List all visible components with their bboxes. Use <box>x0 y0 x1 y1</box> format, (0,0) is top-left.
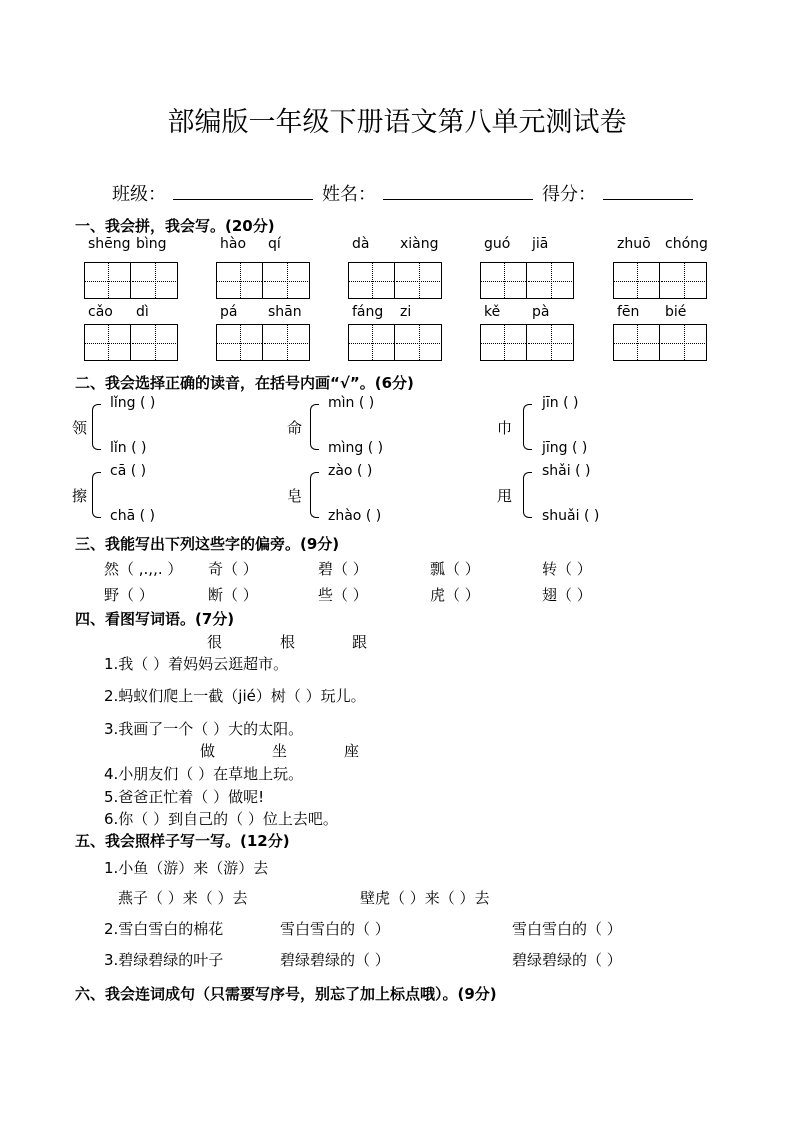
guide-line <box>108 325 109 360</box>
pinyin-syllable: guó <box>484 236 511 252</box>
word-option: 做 <box>200 742 216 760</box>
pinyin-syllable: chóng <box>665 236 708 252</box>
score-label: 得分： <box>542 184 596 205</box>
section-2-heading: 二、我会选择正确的读音，在括号内画“√”。(6分) <box>75 374 414 392</box>
tian-cell[interactable] <box>396 263 442 298</box>
tian-cell[interactable] <box>661 325 707 360</box>
guide-line <box>504 325 505 360</box>
pinyin-syllable: shān <box>268 304 302 320</box>
pinyin-syllable: dà <box>352 236 370 252</box>
guide-line <box>637 325 638 360</box>
pinyin-syllable: zi <box>400 304 412 320</box>
tian-cell[interactable] <box>661 263 707 298</box>
tian-cell[interactable] <box>528 325 574 360</box>
word-option: 坐 <box>272 742 288 760</box>
tian-cell[interactable] <box>217 325 263 360</box>
tian-cell[interactable] <box>614 325 660 360</box>
reading-option[interactable]: lǐn ( ) <box>110 440 147 456</box>
fill-pattern[interactable]: 雪白雪白的（ ） <box>280 920 390 938</box>
guide-line <box>684 325 685 360</box>
writing-grid[interactable] <box>348 324 442 361</box>
example-phrase: 2.雪白雪白的棉花 <box>104 920 224 938</box>
tian-cell[interactable] <box>396 325 442 360</box>
fill-pattern[interactable]: 壁虎（ ）来（ ）去 <box>360 889 490 907</box>
fill-pattern[interactable]: 燕子（ ）来（ ）去 <box>118 889 248 907</box>
guide-line <box>372 263 373 298</box>
reading-option[interactable]: shǎi ( ) <box>542 463 591 479</box>
tian-cell[interactable] <box>349 325 395 360</box>
tian-cell[interactable] <box>481 263 527 298</box>
radical-item[interactable]: 奇（ ） <box>208 560 258 578</box>
guide-line <box>419 263 420 298</box>
tian-cell[interactable] <box>481 325 527 360</box>
writing-grid[interactable] <box>480 324 574 361</box>
reading-option[interactable]: lǐng ( ) <box>110 395 156 411</box>
reading-option[interactable]: shuǎi ( ) <box>542 508 600 524</box>
writing-grid[interactable] <box>84 262 178 299</box>
section-1-heading: 一、我会拼，我会写。(20分) <box>75 217 275 235</box>
radical-item[interactable]: 然（ ,.,,. ） <box>104 560 183 578</box>
pinyin-syllable: xiàng <box>400 236 439 252</box>
radical-item[interactable]: 虎（ ） <box>430 586 480 604</box>
writing-grid[interactable] <box>613 324 707 361</box>
hanzi-char: 皂 <box>287 487 303 505</box>
reading-option[interactable]: chā ( ) <box>110 508 155 524</box>
brace-icon <box>92 472 101 518</box>
radical-item[interactable]: 野（ ） <box>104 586 154 604</box>
score-blank[interactable] <box>603 199 693 200</box>
word-option: 很 <box>207 633 223 651</box>
section-3-heading: 三、我能写出下列这些字的偏旁。(9分) <box>75 535 340 553</box>
guide-line <box>155 325 156 360</box>
brace-icon <box>523 404 532 450</box>
section-4-heading: 四、看图写词语。(7分) <box>75 610 235 628</box>
reading-option[interactable]: mìn ( ) <box>328 395 375 411</box>
radical-item[interactable]: 转（ ） <box>542 560 592 578</box>
brace-icon <box>523 472 532 518</box>
fill-sentence[interactable]: 4.小朋友们（ ）在草地上玩。 <box>104 765 304 783</box>
hanzi-char: 命 <box>287 419 303 437</box>
writing-grid[interactable] <box>216 324 310 361</box>
tian-cell[interactable] <box>528 263 574 298</box>
radical-item[interactable]: 翅（ ） <box>542 586 592 604</box>
hanzi-char: 巾 <box>497 419 513 437</box>
radical-item[interactable]: 断（ ） <box>208 586 258 604</box>
pinyin-syllable: pà <box>532 304 550 320</box>
hanzi-char: 甩 <box>497 487 513 505</box>
tian-cell[interactable] <box>349 263 395 298</box>
reading-option[interactable]: jīng ( ) <box>542 440 588 456</box>
writing-grid[interactable] <box>480 262 574 299</box>
guide-line <box>287 325 288 360</box>
fill-sentence[interactable]: 2.蚂蚁们爬上一截（jié）树（ ）玩儿。 <box>104 687 366 705</box>
radical-item[interactable]: 瓢（ ） <box>430 560 480 578</box>
word-option: 跟 <box>352 633 368 651</box>
guide-line <box>372 325 373 360</box>
pinyin-syllable: zhuō <box>617 236 651 252</box>
tian-cell[interactable] <box>132 325 178 360</box>
fill-pattern[interactable]: 碧绿碧绿的（ ） <box>280 951 390 969</box>
fill-sentence[interactable]: 6.你（ ）到自己的（ ）位上去吧。 <box>104 810 338 828</box>
example-phrase: 3.碧绿碧绿的叶子 <box>104 951 224 969</box>
pinyin-syllable: fēn <box>617 304 640 320</box>
page-title: 部编版一年级下册语文第八单元测试卷 <box>167 107 627 138</box>
pinyin-syllable: cǎo <box>88 304 113 320</box>
hanzi-char: 领 <box>72 419 88 437</box>
tian-cell[interactable] <box>132 263 178 298</box>
tian-cell[interactable] <box>85 263 131 298</box>
tian-cell[interactable] <box>264 263 310 298</box>
radical-item[interactable]: 碧（ ） <box>318 560 368 578</box>
writing-grid[interactable] <box>348 262 442 299</box>
hanzi-char: 擦 <box>72 487 88 505</box>
word-option: 根 <box>280 633 296 651</box>
guide-line <box>240 325 241 360</box>
fill-sentence[interactable]: 3.我画了一个（ ）大的太阳。 <box>104 720 304 738</box>
pinyin-syllable: qí <box>268 236 281 252</box>
guide-line <box>240 263 241 298</box>
radical-item[interactable]: 些（ ） <box>318 586 368 604</box>
tian-cell[interactable] <box>614 263 660 298</box>
reading-option[interactable]: zào ( ) <box>328 463 373 479</box>
tian-cell[interactable] <box>85 325 131 360</box>
class-blank[interactable] <box>173 199 313 200</box>
writing-grid[interactable] <box>613 262 707 299</box>
writing-grid[interactable] <box>216 262 310 299</box>
name-label: 姓名： <box>322 184 376 205</box>
pinyin-syllable: shēng <box>88 236 131 252</box>
fill-sentence[interactable]: 5.爸爸正忙着（ ）做呢! <box>104 788 265 806</box>
pinyin-syllable: bié <box>665 304 687 320</box>
pinyin-syllable: jiā <box>532 236 549 252</box>
writing-grid[interactable] <box>84 324 178 361</box>
pinyin-syllable: dì <box>136 304 149 320</box>
pinyin-syllable: pá <box>220 304 238 320</box>
guide-line <box>419 325 420 360</box>
pinyin-syllable: bìng <box>136 236 167 252</box>
guide-line <box>155 263 156 298</box>
guide-line <box>287 263 288 298</box>
brace-icon <box>310 472 319 518</box>
reading-option[interactable]: jīn ( ) <box>542 395 579 411</box>
guide-line <box>551 325 552 360</box>
reading-option[interactable]: cā ( ) <box>110 463 147 479</box>
word-option: 座 <box>344 742 360 760</box>
example-sentence: 1.小鱼（游）来（游）去 <box>104 859 269 877</box>
class-label: 班级： <box>112 184 166 205</box>
pinyin-syllable: hào <box>220 236 247 252</box>
brace-icon <box>92 404 101 450</box>
reading-option[interactable]: mìng ( ) <box>328 440 384 456</box>
guide-line <box>108 263 109 298</box>
guide-line <box>684 263 685 298</box>
guide-line <box>504 263 505 298</box>
pinyin-syllable: kě <box>484 304 501 320</box>
brace-icon <box>310 404 319 450</box>
fill-pattern[interactable]: 雪白雪白的（ ） <box>512 920 622 938</box>
pinyin-syllable: fáng <box>352 304 384 320</box>
name-blank[interactable] <box>383 199 533 200</box>
fill-pattern[interactable]: 碧绿碧绿的（ ） <box>512 951 622 969</box>
fill-sentence[interactable]: 1.我（ ）着妈妈云逛超市。 <box>104 655 289 673</box>
tian-cell[interactable] <box>264 325 310 360</box>
guide-line <box>551 263 552 298</box>
section-5-heading: 五、我会照样子写一写。(12分) <box>75 832 290 850</box>
reading-option[interactable]: zhào ( ) <box>328 508 382 524</box>
guide-line <box>637 263 638 298</box>
tian-cell[interactable] <box>217 263 263 298</box>
section-6-heading: 六、我会连词成句（只需要写序号，别忘了加上标点哦）。(9分) <box>75 985 497 1003</box>
